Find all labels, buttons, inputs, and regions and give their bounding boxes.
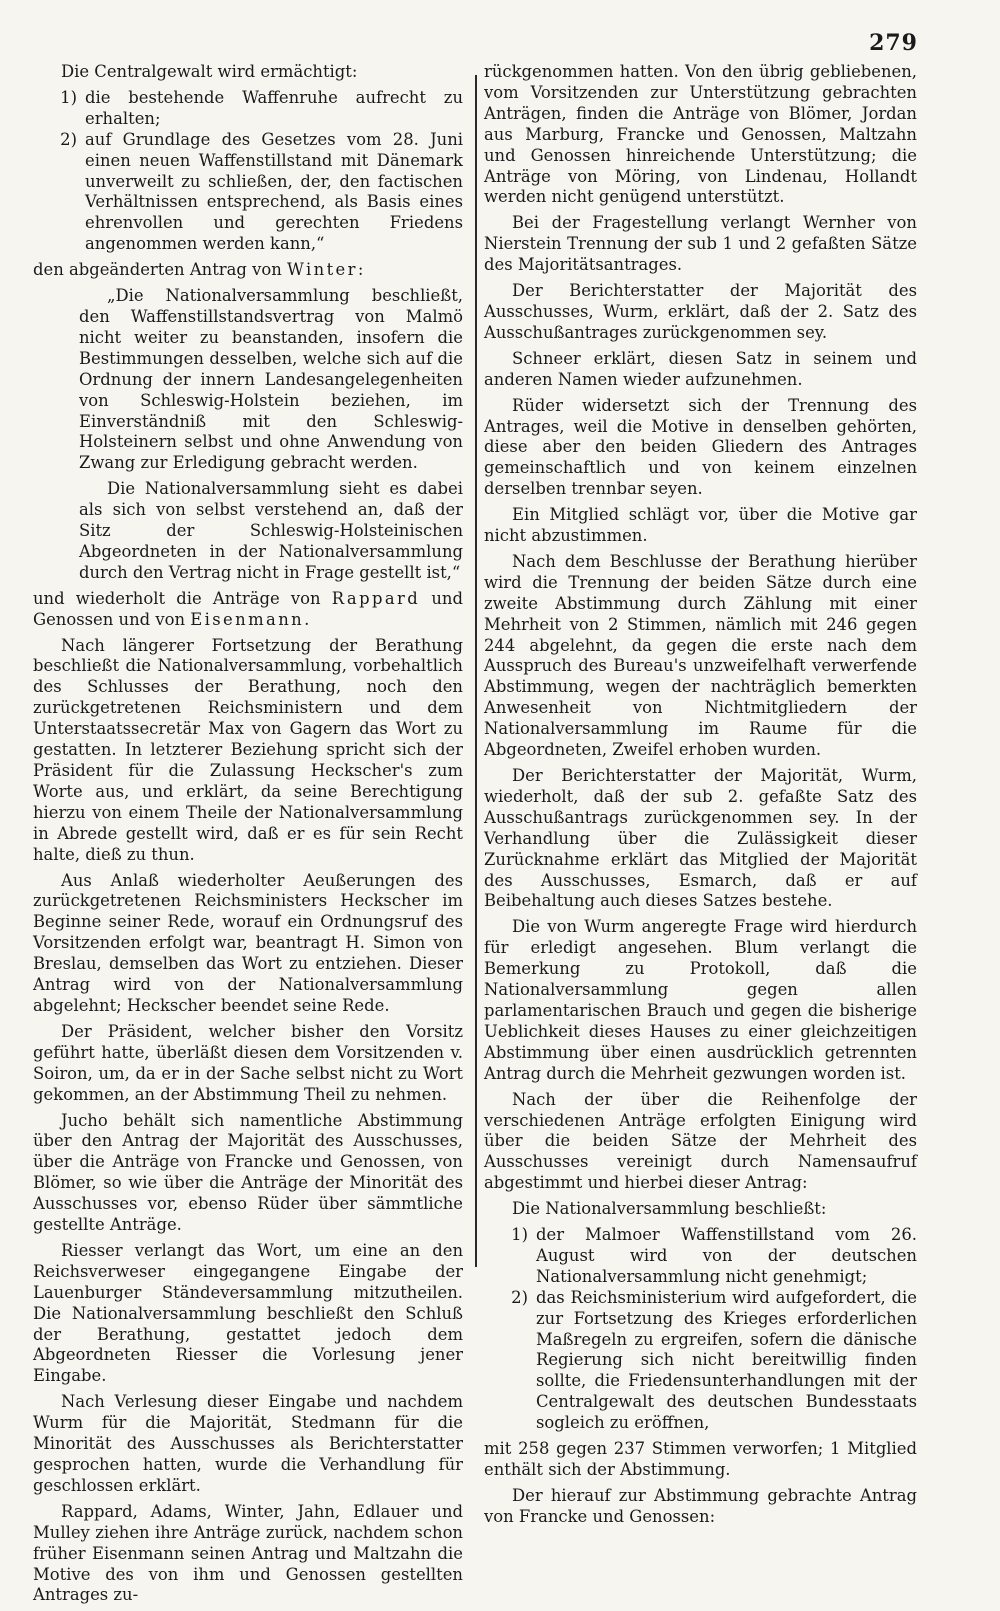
winter-quote — [33, 286, 463, 584]
repeat-line — [33, 589, 463, 631]
enum-number: 2) — [60, 129, 77, 149]
paragraph: Aus Anlaß wiederholter Aeußerungen des zurückgetretenen Reichsministers Heckscher im Beginne seiner Rede, worauf ein Ordnungsruf des Vorsitzenden erfolgt war, beantragt H. Simon von Breslau, demselben das Wort zu entziehen. Dieser Antrag wird von der Nationalversammlung abgelehnt; Heckscher beendet seine Rede. — [33, 870, 463, 1015]
quote-paragraph-2: Die Nationalversammlung sieht es dabei als sich von selbst verstehend an, daß der Sitz der Schleswig-Holsteinischen Abgeordneten in der Nationalversammlung durch den Vertrag nicht in Frage gestellt ist,“ — [79, 479, 463, 582]
paragraph: Ein Mitglied schlägt vor, über die Motive gar nicht abzustimmen. — [484, 505, 917, 546]
enum-number: 1) — [511, 1225, 528, 1245]
name-eisenmann: Eisenmann — [190, 609, 305, 629]
enum-text: das Reichsministerium wird aufgefordert, die zur Fortsetzung des Krieges erforderlichen Maßregeln zu ergreifen, sofern die dänische Regierung sich nicht bereitwillig finden sollte, die Friedensunterhandlungen mit der Centralgewalt des deutschen Bundesstaats sogleich zu eröffnen, — [536, 1287, 917, 1433]
left-column — [33, 62, 463, 1611]
winter-line — [33, 260, 463, 281]
enum-item-1 — [33, 88, 463, 130]
quote-paragraph-1: „Die Nationalversammlung beschließt, den Waffenstillstandsvertrag von Malmö nicht weiter zu beanstanden, insofern die Bestimmungen desselben, welche sich auf die Ordnung der innern Landesangelegenheiten von Schleswig-Holstein beziehen, im Einverständniß mit den Schleswig-Holsteinern selbst und ohne Anwendung von Zwang zur Erledigung gebracht werden. — [79, 286, 463, 473]
paragraph: Riesser verlangt das Wort, um eine an den Reichsverweser eingegangene Eingabe der Lauenburger Ständeversammlung mitzutheilen. Die Nationalversammlung beschließt den Schluß der Berathung, gestattet jedoch dem Abgeordneten Riesser die Vorlesung jener Eingabe. — [33, 1240, 463, 1386]
paragraph: Nach der über die Reihenfolge der verschiedenen Anträge erfolgten Einigung wird über die beiden Sätze der Mehrheit des Ausschusses vereinigt durch Namensaufruf abgestimmt und hierbei dieser Antrag: — [484, 1089, 917, 1193]
paragraph: Jucho behält sich namentliche Abstimmung über den Antrag der Majorität des Ausschusses, über die Anträge von Francke und Genossen, von Blömer, so wie über die Anträge der Minorität des Ausschusses vor, ebenso Rüder über sämmtliche gestellte Anträge. — [33, 1110, 463, 1235]
paragraph: Nach längerer Fortsetzung der Berathung beschließt die Nationalversammlung, vorbehaltlich des Schlusses der Berathung, noch den zurückgetretenen Reichsministern und dem Unterstaatssecretär Max von Gagern das Wort zu gestatten. In letzterer Beziehung spricht sich der Präsident für die Zulassung Heckscher's zum Worte aus, und erklärt, da seine Berechtigung hierzu von einem Theile der Nationalversammlung in Abrede gestellt wird, daß er es für sein Recht halte, dieß zu thun. — [33, 635, 463, 864]
enum-item-2 — [33, 130, 463, 255]
enum-item-1 — [484, 1225, 917, 1288]
vote-result: mit 258 gegen 237 Stimmen verworfen; 1 Mitglied enthält sich der Abstimmung. — [484, 1439, 917, 1479]
intro-line: Die Centralgewalt wird ermächtigt: — [61, 62, 358, 81]
paragraph: Der Präsident, welcher bisher den Vorsitz geführt hatte, überläßt diesen dem Vorsitzenden v. Soiron, um, da er in der Sache selbst nicht zu Wort gekommen, an der Abstimmung Theil zu nehmen. — [33, 1021, 463, 1104]
page-number: 279 — [869, 30, 918, 56]
enum-text: auf Grundlage des Gesetzes vom 28. Juni einen neuen Waffenstillstand mit Dänemark unverweilt zu schließen, der, den factischen Verhältnissen entsprechend, als Basis eines ehrenvollen und gerechten Friedens angenommen werden kann,“ — [85, 129, 463, 254]
paragraph: Die von Wurm angeregte Frage wird hierdurch für erledigt angesehen. Blum verlangt die Bemerkung zu Protokoll, daß die Nationalversammlung gegen allen parlamentarischen Brauch und gegen die bisherige Ueblichkeit dieses Hauses zu einer gleichzeitigen Abstimmung über einen ausdrücklich getrennten Antrag durch die Mehrheit gezwungen worden ist. — [484, 917, 917, 1083]
paragraph: rückgenommen hatten. Von den übrig gebliebenen, vom Vorsitzenden zur Unterstützung gebrachten Anträgen, finden die Anträge von Blömer, Jordan aus Marburg, Francke und Genossen, Maltzahn und Genossen hinreichende Unterstützung; die Anträge von Möring, von Lindenau, Hollandt werden nicht genügend unterstützt. — [484, 62, 917, 207]
column-divider — [475, 75, 477, 1267]
paragraph: Der Berichterstatter der Majorität, Wurm, wiederholt, daß der sub 2. gefaßte Satz des Ausschußantrags zurückgenommen sey. In der Verhandlung über die Zulässigkeit dieser Zurücknahme erklärt das Mitglied der Majorität des Ausschusses, Esmarch, daß er auf Beibehaltung auch dieses Satzes bestehe. — [484, 766, 917, 911]
text-fragment: und Genossen und von — [33, 588, 463, 629]
paragraph: Der Berichterstatter der Majorität des Ausschusses, Wurm, erklärt, daß der 2. Satz des Ausschußantrages zurückgenommen sey. — [484, 281, 917, 342]
text-fragment: : — [357, 260, 364, 280]
resolution-intro: Die Nationalversammlung beschließt: — [512, 1199, 827, 1219]
paragraph: Rüder widersetzt sich der Trennung des Antrages, weil die Motive in denselben gehörten, diese aber den beiden Gliedern des Antrages gemeinschaftlich und von keinem einzelnen derselben trennbar seyen. — [484, 395, 917, 499]
enum-number: 1) — [60, 87, 77, 107]
text-fragment: den abgeänderten Antrag von — [33, 260, 288, 280]
right-column — [484, 62, 917, 1533]
name-rappard: Rappard — [331, 588, 421, 608]
enum-text: der Malmoer Waffenstillstand vom 26. August wird von der deutschen Nationalversammlung nicht genehmigt; — [536, 1225, 917, 1286]
paragraph: Nach Verlesung dieser Eingabe und nachdem Wurm für die Majorität, Stedmann für die Minorität des Ausschusses als Berichterstatter gesprochen hatten, wurde die Verhandlung für geschlossen erklärt. — [33, 1392, 463, 1495]
paragraph: Bei der Fragestellung verlangt Wernher von Nierstein Trennung der sub 1 und 2 gefaßten Sätze des Majoritätsantrages. — [484, 213, 917, 275]
name-winter: Winter — [287, 260, 358, 280]
paragraph: Schneer erklärt, diesen Satz in seinem und anderen Namen wieder aufzunehmen. — [484, 348, 917, 389]
text-fragment: und wiederholt die Anträge von — [33, 588, 332, 608]
paragraph: Der hierauf zur Abstimmung gebrachte Antrag von Francke und Genossen: — [484, 1485, 917, 1526]
enum-item-2 — [484, 1288, 917, 1434]
enum-text: die bestehende Waffenruhe aufrecht zu erhalten; — [85, 87, 463, 128]
paragraph: Nach dem Beschlusse der Berathung hierüber wird die Trennung der beiden Sätze durch eine zweite Abstimmung durch Zählung mit einer Mehrheit von 2 Stimmen, nämlich mit 246 gegen 244 abgelehnt, da gegen die erste nach dem Ausspruch des Bureau's unzweifelhaft verwerfende Abstimmung, wegen der nachträglich bemerkten Anwesenheit von Nichtmitgliedern der Nationalversammlung im Raume für die Abgeordneten, Zweifel erhoben wurden. — [484, 551, 917, 760]
text-fragment: . — [304, 609, 310, 629]
paragraph: Rappard, Adams, Winter, Jahn, Edlauer und Mulley ziehen ihre Anträge zurück, nachdem schon früher Eisenmann seinen Antrag und Maltzahn die Motive des von ihm und Genossen gestellten Antrages zu- — [33, 1501, 463, 1605]
enum-number: 2) — [511, 1287, 528, 1307]
